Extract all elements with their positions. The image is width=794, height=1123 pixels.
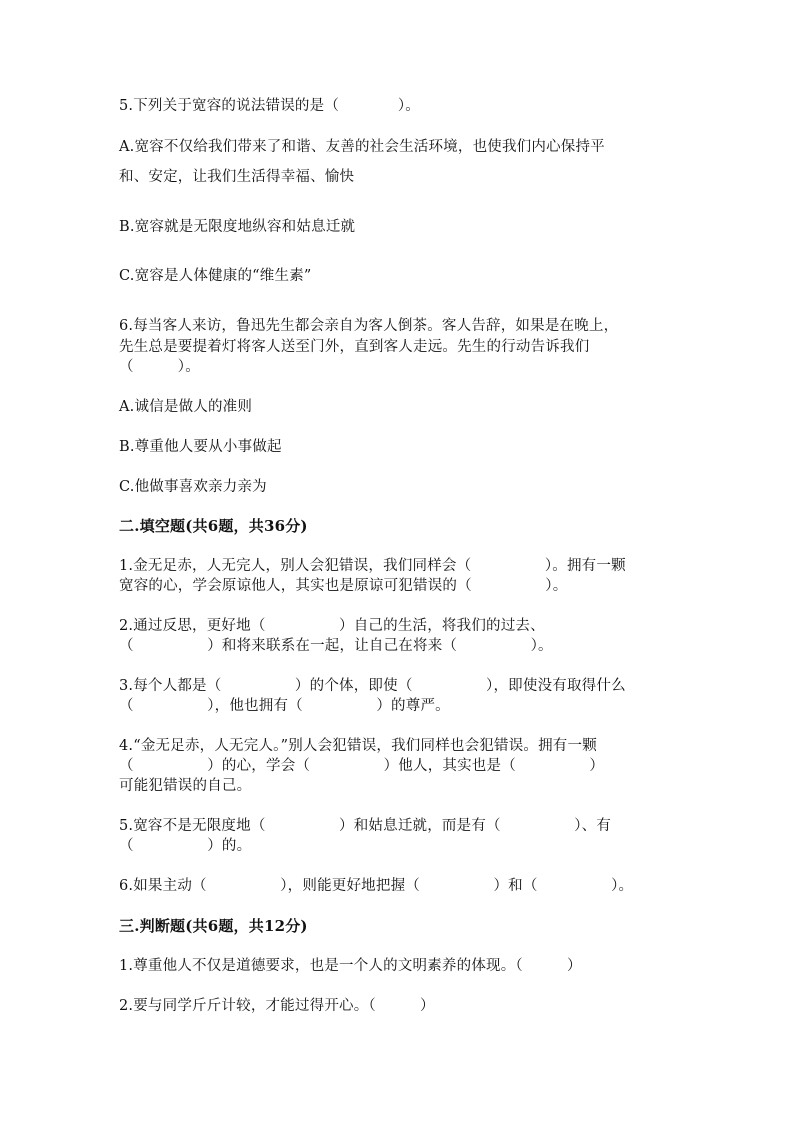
q5-option-a-line1: A.宽容不仅给我们带来了和谐、友善的社会生活环境，也使我们内心保持平: [119, 139, 605, 155]
section2-heading: 二.填空题(共6题，共36分): [119, 517, 308, 535]
fill-item-4-line3: 可能犯错误的自己。: [119, 778, 252, 794]
q5-option-a-line2: 和、安定，让我们生活得幸福、愉快: [119, 169, 355, 185]
q6-stem-line1: 6.每当客人来访，鲁迅先生都会亲自为客人倒茶。客人告辞，如果是在晚上，: [119, 318, 619, 334]
fill-item-1-line2: 宽容的心，学会原谅他人，其实也是原谅可犯错误的（ ）。: [119, 578, 568, 594]
judge-item-1: 1.尊重他人不仅是道德要求，也是一个人的文明素养的体现。（ ）: [119, 958, 582, 974]
fill-item-4-line2: （ ）的心，学会（ ）他人，其实也是（ ）: [119, 758, 605, 774]
fill-item-6-line1: 6.如果主动（ ），则能更好地把握（ ）和（ ）。: [119, 878, 634, 894]
fill-item-3-line1: 3.每个人都是（ ）的个体，即使（ ），即使没有取得什么: [119, 678, 626, 694]
fill-item-2-line1: 2.通过反思，更好地（ ）自己的生活，将我们的过去、: [119, 618, 545, 634]
section3-heading: 三.判断题(共6题，共12分): [119, 917, 308, 935]
q6-option-a: A.诚信是做人的准则: [119, 399, 253, 415]
q5-stem: 5.下列关于宽容的说法错误的是（ ）。: [119, 98, 420, 114]
fill-item-3-line2: （ ），他也拥有（ ）的尊严。: [119, 698, 450, 714]
q5-option-b: B.宽容就是无限度地纵容和姑息迁就: [119, 219, 356, 235]
q6-stem-line2: 先生总是要提着灯将客人送至门外，直到客人走远。先生的行动告诉我们: [119, 339, 590, 355]
q6-option-c: C.他做事喜欢亲力亲为: [119, 479, 267, 495]
fill-item-5-line1: 5.宽容不是无限度地（ ）和姑息迁就，而是有（ ）、有: [119, 818, 612, 834]
q5-option-c: C.宽容是人体健康的“维生素”: [119, 268, 312, 284]
fill-item-2-line2: （ ）和将来联系在一起，让自己在将来（ ）。: [119, 638, 553, 654]
q6-stem-line3: （ ）。: [119, 359, 200, 375]
worksheet-page: [119, 0, 689, 1123]
fill-item-5-line2: （ ）的。: [119, 838, 252, 854]
fill-item-1-line1: 1.金无足赤，人无完人，别人会犯错误，我们同样会（ ）。拥有一颗: [119, 558, 626, 574]
fill-item-4-line1: 4.“金无足赤，人无完人。”别人会犯错误，我们同样也会犯错误。拥有一颗: [119, 738, 597, 754]
q6-option-b: B.尊重他人要从小事做起: [119, 439, 282, 455]
judge-item-2: 2.要与同学斤斤计较，才能过得开心。（ ）: [119, 998, 435, 1014]
